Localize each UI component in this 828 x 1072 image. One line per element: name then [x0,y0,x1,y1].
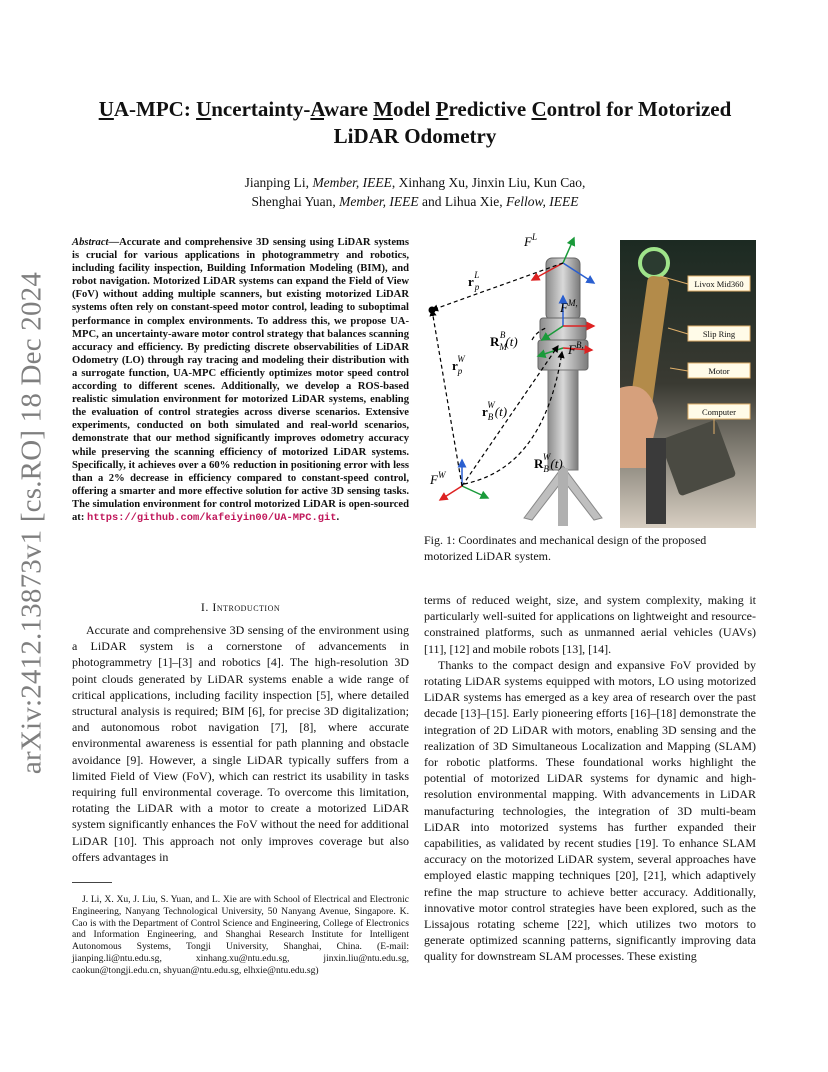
footnote-rule [72,882,112,883]
abstract-label: Abstract [72,237,109,248]
author-list: Jianping Li, Member, IEEE, Xinhang Xu, Jinxin Liu, Kun Cao, Shenghai Yuan, Member, IEEE and Lihua Xie, Fellow, IEEE [244,175,586,209]
label-rbm: $R_MB(t)$ [490,330,518,352]
paragraph: terms of reduced weight, size, and system complexity, making it particularly well-suited for applications on lightweight and resource-constrained platforms, such as unmanned aerial vehicles (UAVs) [11], [12] and mobile robots [13], [14]. [424,593,756,656]
section-heading: I. Introduction [200,600,281,614]
paragraph: Thanks to the compact design and expansive FoV provided by rotating LiDAR systems equipped with motors, LO using motorized LiDAR systems has emerged as a key area of research over the past decade [13]–[15]. Early pioneering efforts [16]–[18] demonstrate the integration of 2D LiDAR with motors, enabling 3D sensing and the realization of 3D Simultaneous Localization and Mapping (SLAM) for robotic platforms. These foundational works highlight the potential of motorized LiDAR systems for dynamic and high-resolution environmental mapping. With advancements in LiDAR manufacturing technologies, the integration of 3D multi-beam LiDAR into motorized systems has further expanded their capabilities, as validated by recent studies [19]. To enhance SLAM accuracy on the motorized LiDAR system, several approaches have employed elastic mapping techniques [20], [21], which adaptively refine the map structure to achieve better accuracy. Additionally, innovative motor control strategies have been explored, such as the Lissajous rotating scheme [22], which utilizes two motors to generate optimized scanning patterns, significantly improving data quality for downstream SLAM processes. These existing [424,657,756,964]
abstract: Abstract—Accurate and comprehensive 3D sensing using LiDAR systems is crucial for various applications in photogrammetry and robotics, including facility inspection, Building Information Modeling (BIM), and robot navigation. Motorized LiDAR systems can expand the Field of View (FoV) without adding multiple scanners, but existing motorized LiDAR systems often rely on constant-speed motor control, leading to suboptimal performance in complex environments. To address this, we propose UA-MPC, an uncertainty-aware motor control strategy that balances scanning accuracy and efficiency. By predicting discrete observabilities of LiDAR Odometry (LO) through ray tracing and modeling their distribution with a surrogate function, UA-MPC efficiently optimizes motor speed control according to different scenes. Additionally, we develop a ROS-based realistic simulation environment for motorized LiDAR systems, enabling the evaluation of control strategies across diverse scenarios. Extensive experiments, conducted on both simulated and real-world scenarios, demonstrate that our method significantly improves odometry accuracy while preserving the scanning efficiency of motorized LiDAR systems. Specifically, it achieves over a 60% reduction in positioning error with less than a 2% decrease in efficiency compared to constant-speed control, offering a smarter and more effective solution for active 3D sensing tasks. The simulation environment for control motorized LiDAR is open-sourced at: https://github.com/kafeiyin00/UA-MPC.git. [72,237,409,524]
label-fm: $F^{M,}$ [560,298,578,315]
intro-text [72,622,409,865]
label-fb: $F^{B,}$ [568,340,584,357]
figure-1 [424,228,756,528]
figure-diagram [424,228,756,528]
repo-link[interactable]: https://github.com/kafeiyin00/UA-MPC.git [87,511,337,524]
callout-computer: Computer [702,407,736,417]
label-fl: $F^L$ [524,232,537,249]
paper-title: UA-MPC: Uncertainty-Aware Model Predictive Control for Motorized LiDAR Odometry [98,97,732,148]
target-point [429,307,436,314]
arxiv-stamp: arXiv:2412.13873v1 [cs.RO] 18 Dec 2024 [15,271,48,775]
paragraph: Accurate and comprehensive 3D sensing of the environment using a LiDAR system is a cornerstone of advancements in photogrammetry [1]–[3] and robotics [4]. The high-resolution 3D point clouds generated by LiDAR systems enable a wide range of critical applications, including facility inspection [5], where detailed structural analysis is required; BIM [6], for precise 3D digitalization; and autonomous robot navigation [7], [8], where accurate environmental awareness is essential for path planning and obstacle avoidance [9]. However, a single LiDAR typically suffers from a limited Field of View (FoV), which can restrict its usability in tasks requiring full environmental coverage. To overcome this limitation, rotating the LiDAR with a motor to create a motorized LiDAR system significantly enhances the FoV without the need for additional LiDAR [10]. This approach not only improves coverage but also offers advantages in [72,623,409,864]
callout-livox: Livox Mid360 [694,279,744,289]
callout-motor: Motor [708,366,730,376]
frame-world [440,460,488,500]
footnote: J. Li, X. Xu, J. Liu, S. Yuan, and L. Xie are with School of Electrical and Electronic Engineering, Nanyang Technological University, 50 Nanyang Avenue, Singapore. K. Cao is with the Department of Control Science and Engineering, College of Electronics and Information Engineering, and Shanghai Research Institute for Intelligent Autonomous Systems, Tongji University, Shanghai, China. (E-mail: jianping.li@ntu.edu.sg, xinhang.xu@ntu.edu.sg, jinxin.liu@ntu.edu.sg, caokun@tongji.edu.cn, shyuan@ntu.edu.sg, elhxie@ntu.edu.sg) [72,894,409,976]
label-rbw-rot: $R_BW(t)$ [534,452,563,474]
label-rbw: $r_BW(t)$ [482,400,508,422]
figure-caption: Fig. 1: Coordinates and mechanical design of the proposed motorized LiDAR system. [424,533,707,563]
callout-slip-ring: Slip Ring [702,329,736,339]
label-rpw: $r_pW$ [452,354,465,376]
label-fw: $F^W$ [430,470,446,487]
label-rpl: $r_pL$ [468,270,480,292]
right-column-text [424,592,756,965]
